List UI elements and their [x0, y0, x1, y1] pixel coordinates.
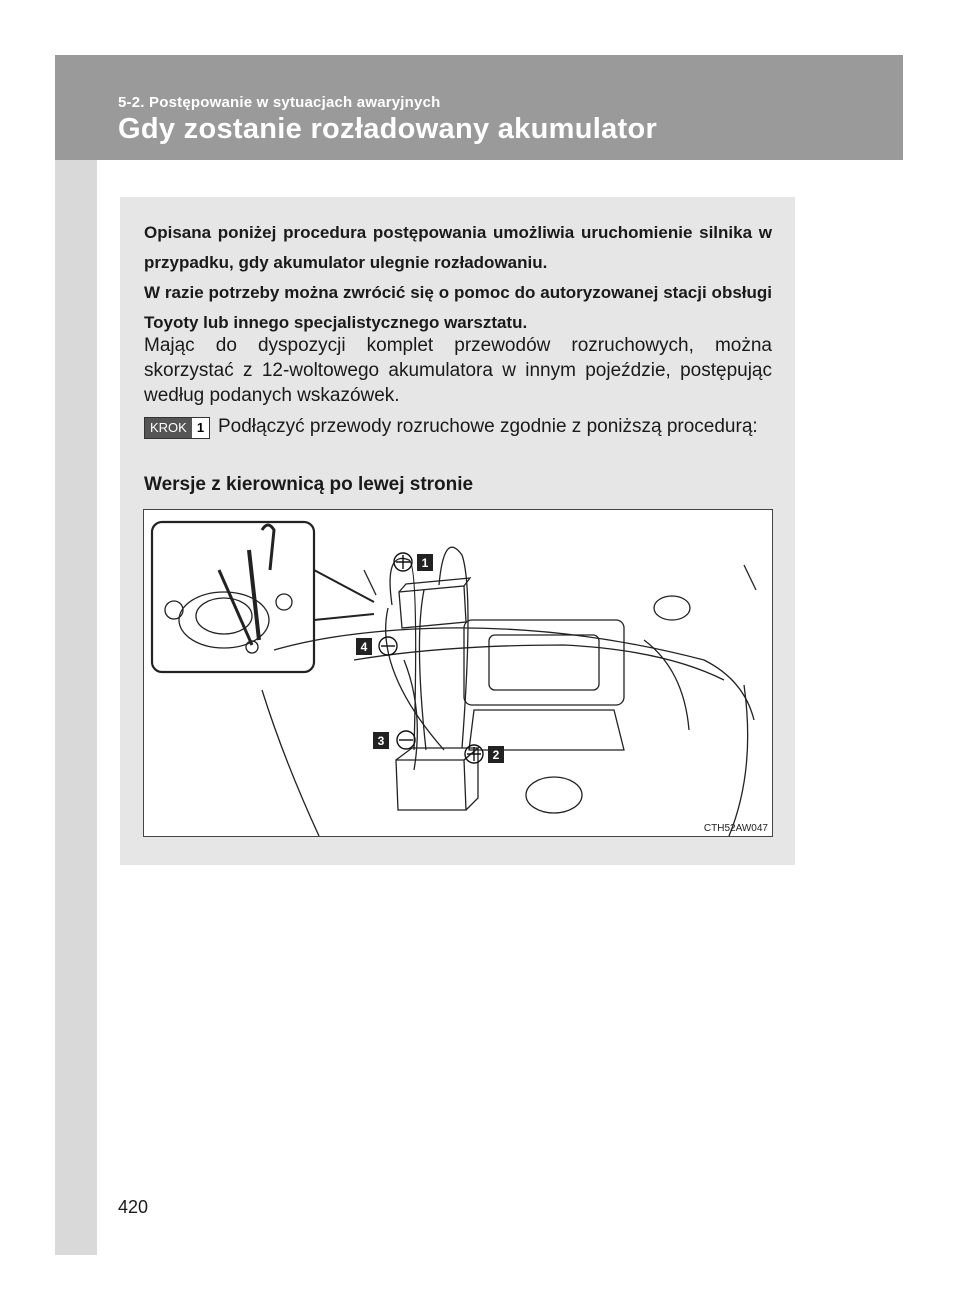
- illustration-jump-start: [143, 509, 773, 837]
- side-bar: [55, 160, 97, 1255]
- intro-paragraph-1: Opisana poniżej procedura postępowania umożliwia uruchomienie silnika w przypadku, gdy akumulator ulegnie rozładowaniu.: [144, 223, 772, 272]
- callout-4: 4: [360, 640, 368, 654]
- callout-3: 3: [377, 734, 385, 748]
- callout-2: 2: [492, 748, 500, 762]
- intro-block: [144, 218, 772, 338]
- callout-markers: [356, 554, 504, 763]
- intro-paragraph-2: W razie potrzeby można zwrócić się o pomoc do autoryzowanej stacji obsługi Toyoty lub innego specjalistycznego warsztatu.: [144, 283, 772, 332]
- step-text: Podłączyć przewody rozruchowe zgodnie z poniższą procedurą:: [218, 416, 758, 437]
- step-badge: [144, 417, 210, 439]
- page-number: 420: [118, 1197, 149, 1217]
- callout-1: 1: [421, 556, 429, 570]
- section-label: 5-2. Postępowanie w sytuacjach awaryjnych: [118, 94, 441, 111]
- step-badge-label: KROK: [145, 418, 192, 438]
- page-title: Gdy zostanie rozładowany akumulator: [118, 113, 658, 145]
- subheading: Wersje z kierownicą po lewej stronie: [144, 474, 474, 495]
- engine-bay-drawing: [144, 510, 772, 836]
- step-badge-number: 1: [192, 418, 209, 438]
- figure-code: CTH52AW047: [703, 823, 768, 834]
- body-paragraph: Mając do dyspozycji komplet przewodów rozruchowych, można skorzystać z 12-woltowego akumulatora w innym pojeździe, postępując według podanych wskazówek.: [144, 335, 772, 406]
- step-row: [144, 414, 772, 439]
